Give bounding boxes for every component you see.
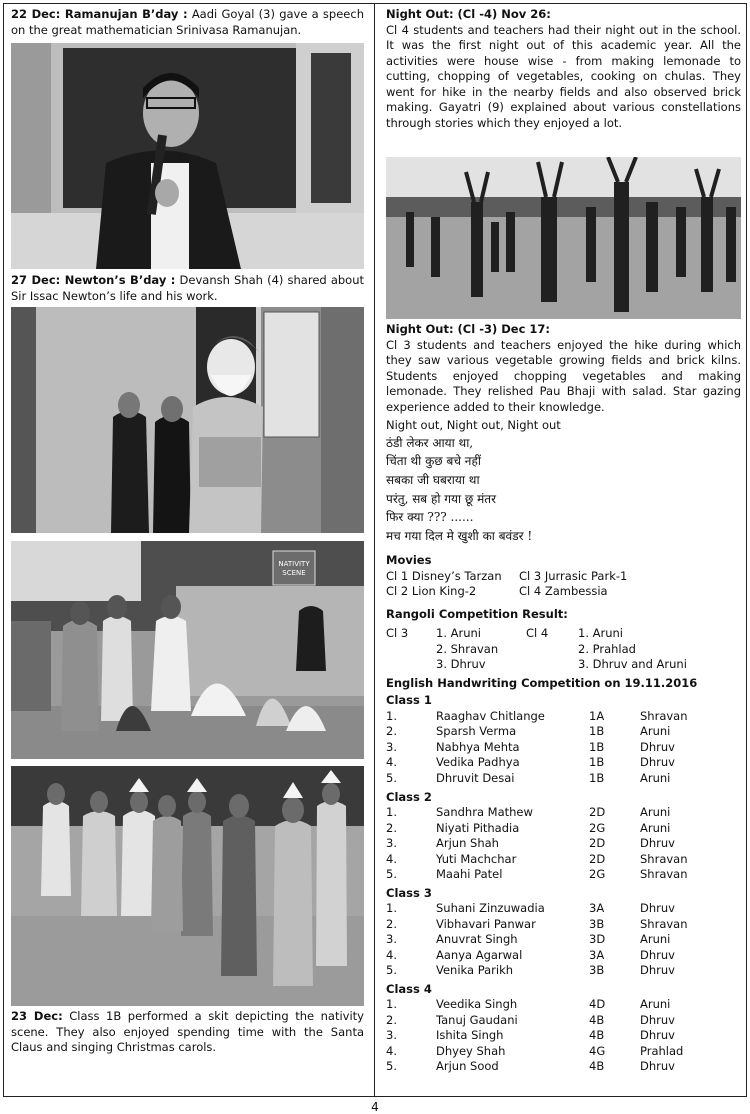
poem-line: चिंता थी कुछ बचे नहीं xyxy=(386,454,481,469)
table-row xyxy=(386,836,716,852)
movies-list xyxy=(386,569,741,600)
rank-cell: 1. xyxy=(386,997,397,1012)
house-cell: Dhruv xyxy=(640,963,675,978)
rangoli-cl4-result: 2. Prahlad xyxy=(578,641,636,656)
house-cell: Shravan xyxy=(640,916,688,931)
house-cell: Dhruv xyxy=(640,947,675,962)
house-cell: Dhruv xyxy=(640,739,675,754)
house-cell: Aruni xyxy=(640,820,671,835)
division-cell: 1B xyxy=(589,739,605,754)
movie-item: Cl 3 Jurrasic Park-1 xyxy=(519,568,628,583)
rangoli-cl3-result: 2. Shravan xyxy=(436,641,499,656)
house-cell: Aruni xyxy=(640,932,671,947)
poem-first-line: Night out, Night out, Night out xyxy=(386,418,561,433)
division-cell: 1B xyxy=(589,724,605,739)
photo-ramanujan-speech xyxy=(11,43,364,269)
handwriting-class-table xyxy=(386,901,716,979)
table-row xyxy=(386,805,716,821)
rank-cell: 3. xyxy=(386,932,397,947)
division-cell: 2G xyxy=(589,820,606,835)
rank-cell: 5. xyxy=(386,963,397,978)
photo-santa-visit xyxy=(11,307,364,533)
night-out-cl4-title: Night Out: (Cl -4) Nov 26: xyxy=(386,7,551,21)
division-cell: 2G xyxy=(589,867,606,882)
rangoli-cl4-label: Cl 4 xyxy=(526,626,549,641)
handwriting-class-heading: Class 4 xyxy=(386,981,432,996)
rank-cell: 2. xyxy=(386,820,397,835)
nativity-sign-text: NATIVITY SCENE xyxy=(278,560,310,577)
table-row xyxy=(386,724,716,740)
division-cell: 4B xyxy=(589,1059,605,1074)
poem-line: सबका जी घबराया था xyxy=(386,472,480,487)
table-row xyxy=(386,867,716,883)
ramanujan-text: Aadi Goyal (3) gave a speech on the great mathematician Srinivasa Ramanujan. xyxy=(11,7,364,37)
rank-cell: 5. xyxy=(386,1059,397,1074)
night-out-cl3-text: Cl 3 students and teachers enjoyed the hike during which they saw various vegetable growing fields and brick kilns. Students enjoyed chopping vegetables and making lemonade. They relished Pau Bhaji with salad. Star gazing experience added to their knowledge. xyxy=(386,337,741,414)
poem-line: परंतु, सब हो गया छू मंतर xyxy=(386,491,497,506)
student-name-cell: Tanuj Gaudani xyxy=(436,1012,518,1027)
table-row xyxy=(386,1059,716,1075)
house-cell: Dhruv xyxy=(640,836,675,851)
handwriting-class-heading: Class 3 xyxy=(386,885,432,900)
rank-cell: 3. xyxy=(386,1028,397,1043)
poem-line: ठंडी लेकर आया था, xyxy=(386,435,474,450)
student-name-cell: Vedika Padhya xyxy=(436,755,520,770)
student-name-cell: Suhani Zinzuwadia xyxy=(436,901,545,916)
photo-stretching-exercise xyxy=(386,157,741,319)
table-row xyxy=(386,821,716,837)
newton-date: 27 Dec: Newton’s B’day : xyxy=(11,273,176,287)
student-name-cell: Sparsh Verma xyxy=(436,724,517,739)
photo-nativity-scene xyxy=(11,541,364,759)
student-name-cell: Venika Parikh xyxy=(436,963,514,978)
division-cell: 2D xyxy=(589,805,606,820)
photo-christmas-group xyxy=(11,766,364,1006)
table-row xyxy=(386,709,716,725)
table-row xyxy=(386,1028,716,1044)
movie-item: Cl 1 Disney’s Tarzan xyxy=(386,568,502,583)
division-cell: 4B xyxy=(589,1012,605,1027)
rank-cell: 1. xyxy=(386,901,397,916)
student-name-cell: Dhruvit Desai xyxy=(436,771,515,785)
division-cell: 3B xyxy=(589,916,605,931)
ramanujan-caption xyxy=(11,7,364,43)
rank-cell: 1. xyxy=(386,805,397,820)
division-cell: 4G xyxy=(589,1043,606,1058)
house-cell: Shravan xyxy=(640,867,688,882)
student-name-cell: Vibhavari Panwar xyxy=(436,916,536,931)
student-name-cell: Veedika Singh xyxy=(436,997,518,1012)
christmas-caption xyxy=(11,1006,364,1056)
house-cell: Dhruv xyxy=(640,1059,675,1074)
handwriting-class-heading: Class 1 xyxy=(386,693,432,708)
house-cell: Dhruv xyxy=(640,1012,675,1027)
rank-cell: 2. xyxy=(386,916,397,931)
column-divider xyxy=(374,3,375,1097)
rangoli-cl4-result: 1. Aruni xyxy=(578,626,623,641)
student-name-cell: Arjun Shah xyxy=(436,836,499,851)
rank-cell: 3. xyxy=(386,836,397,851)
rank-cell: 5. xyxy=(386,771,397,785)
house-cell: Prahlad xyxy=(640,1043,684,1058)
division-cell: 3B xyxy=(589,963,605,978)
rank-cell: 4. xyxy=(386,755,397,770)
division-cell: 3A xyxy=(589,947,605,962)
handwriting-class-table xyxy=(386,709,716,787)
table-row xyxy=(386,932,716,948)
handwriting-title: English Handwriting Competition on 19.11.2016 xyxy=(386,675,698,690)
rangoli-title: Rangoli Competition Result: xyxy=(386,606,568,621)
student-name-cell: Raaghav Chitlange xyxy=(436,708,545,723)
division-cell: 3D xyxy=(589,932,606,947)
student-name-cell: Sandhra Mathew xyxy=(436,805,533,820)
house-cell: Dhruv xyxy=(640,901,675,916)
table-row xyxy=(386,755,716,771)
student-name-cell: Dhyey Shah xyxy=(436,1043,506,1058)
house-cell: Aruni xyxy=(640,724,671,739)
student-name-cell: Niyati Pithadia xyxy=(436,820,520,835)
house-cell: Shravan xyxy=(640,851,688,866)
table-row xyxy=(386,740,716,756)
house-cell: Shravan xyxy=(640,708,688,723)
table-row xyxy=(386,963,716,979)
left-column xyxy=(11,7,364,1056)
handwriting-class-heading: Class 2 xyxy=(386,789,432,804)
table-row xyxy=(386,1044,716,1060)
student-name-cell: Yuti Machchar xyxy=(436,851,517,866)
division-cell: 2D xyxy=(589,836,606,851)
student-name-cell: Nabhya Mehta xyxy=(436,739,520,754)
poem-line: मच गया दिल मे खुशी का बवंडर ! xyxy=(386,528,533,543)
rangoli-cl3-result: 1. Aruni xyxy=(436,626,481,641)
handwriting-class-table xyxy=(386,997,716,1075)
division-cell: 4B xyxy=(589,1028,605,1043)
rank-cell: 4. xyxy=(386,851,397,866)
rank-cell: 2. xyxy=(386,724,397,739)
table-row xyxy=(386,901,716,917)
division-cell: 3A xyxy=(589,901,605,916)
table-row xyxy=(386,917,716,933)
student-name-cell: Aanya Agarwal xyxy=(436,947,523,962)
rank-cell: 3. xyxy=(386,739,397,754)
movies-title: Movies xyxy=(386,553,432,568)
newton-text: Devansh Shah (4) shared about Sir Issac Newton’s life and his work. xyxy=(11,273,365,303)
right-column xyxy=(386,7,741,1075)
division-cell: 1B xyxy=(589,771,605,785)
student-name-cell: Anuvrat Singh xyxy=(436,932,518,947)
division-cell: 1A xyxy=(589,708,605,723)
movie-item: Cl 4 Zambessia xyxy=(519,584,608,599)
poem-line: फिर क्या ??? ...... xyxy=(386,510,474,525)
table-row xyxy=(386,852,716,868)
rank-cell: 2. xyxy=(386,1012,397,1027)
rangoli-cl3-label: Cl 3 xyxy=(386,626,409,641)
rank-cell: 5. xyxy=(386,867,397,882)
table-row xyxy=(386,997,716,1013)
movie-item: Cl 2 Lion King-2 xyxy=(386,584,477,599)
rangoli-cl3-result: 3. Dhruv xyxy=(436,657,486,672)
newton-caption xyxy=(11,269,364,307)
table-row xyxy=(386,1013,716,1029)
handwriting-class-table xyxy=(386,805,716,883)
page-number: 4 xyxy=(371,1100,379,1114)
rangoli-results xyxy=(386,626,741,673)
table-row xyxy=(386,948,716,964)
table-row xyxy=(386,771,716,787)
house-cell: Dhruv xyxy=(640,1028,675,1043)
night-out-cl3-title: Night Out: (Cl -3) Dec 17: xyxy=(386,322,550,337)
christmas-text: Class 1B performed a skit depicting the nativity scene. They also enjoyed spending time with the Santa Claus and singing Christmas carols. xyxy=(11,1009,364,1055)
house-cell: Dhruv xyxy=(640,755,675,770)
student-name-cell: Maahi Patel xyxy=(436,867,503,882)
rangoli-cl4-result: 3. Dhruv and Aruni xyxy=(578,657,687,672)
student-name-cell: Ishita Singh xyxy=(436,1028,504,1043)
house-cell: Aruni xyxy=(640,997,671,1012)
rank-cell: 4. xyxy=(386,1043,397,1058)
house-cell: Aruni xyxy=(640,805,671,820)
house-cell: Aruni xyxy=(640,771,671,785)
division-cell: 4D xyxy=(589,997,606,1012)
student-name-cell: Arjun Sood xyxy=(436,1059,499,1074)
night-out-cl4-text: Cl 4 students and teachers had their night out in the school. It was the first night out of this academic year. All the activities were house wise - from making lemonade to cutting, chopping of vegetables, cooking on chulas. They went for hike in the nearby fields and also observed brick making. Gayatri (9) explained about various constellations through stories which they enjoyed a lot. xyxy=(386,22,741,130)
hindi-poem xyxy=(386,434,741,546)
rank-cell: 4. xyxy=(386,947,397,962)
division-cell: 2D xyxy=(589,851,606,866)
handwriting-results xyxy=(386,693,741,1074)
division-cell: 1B xyxy=(589,755,605,770)
rank-cell: 1. xyxy=(386,708,397,723)
ramanujan-date: 22 Dec: Ramanujan B’day : xyxy=(11,7,188,21)
christmas-date: 23 Dec: xyxy=(11,1009,63,1023)
